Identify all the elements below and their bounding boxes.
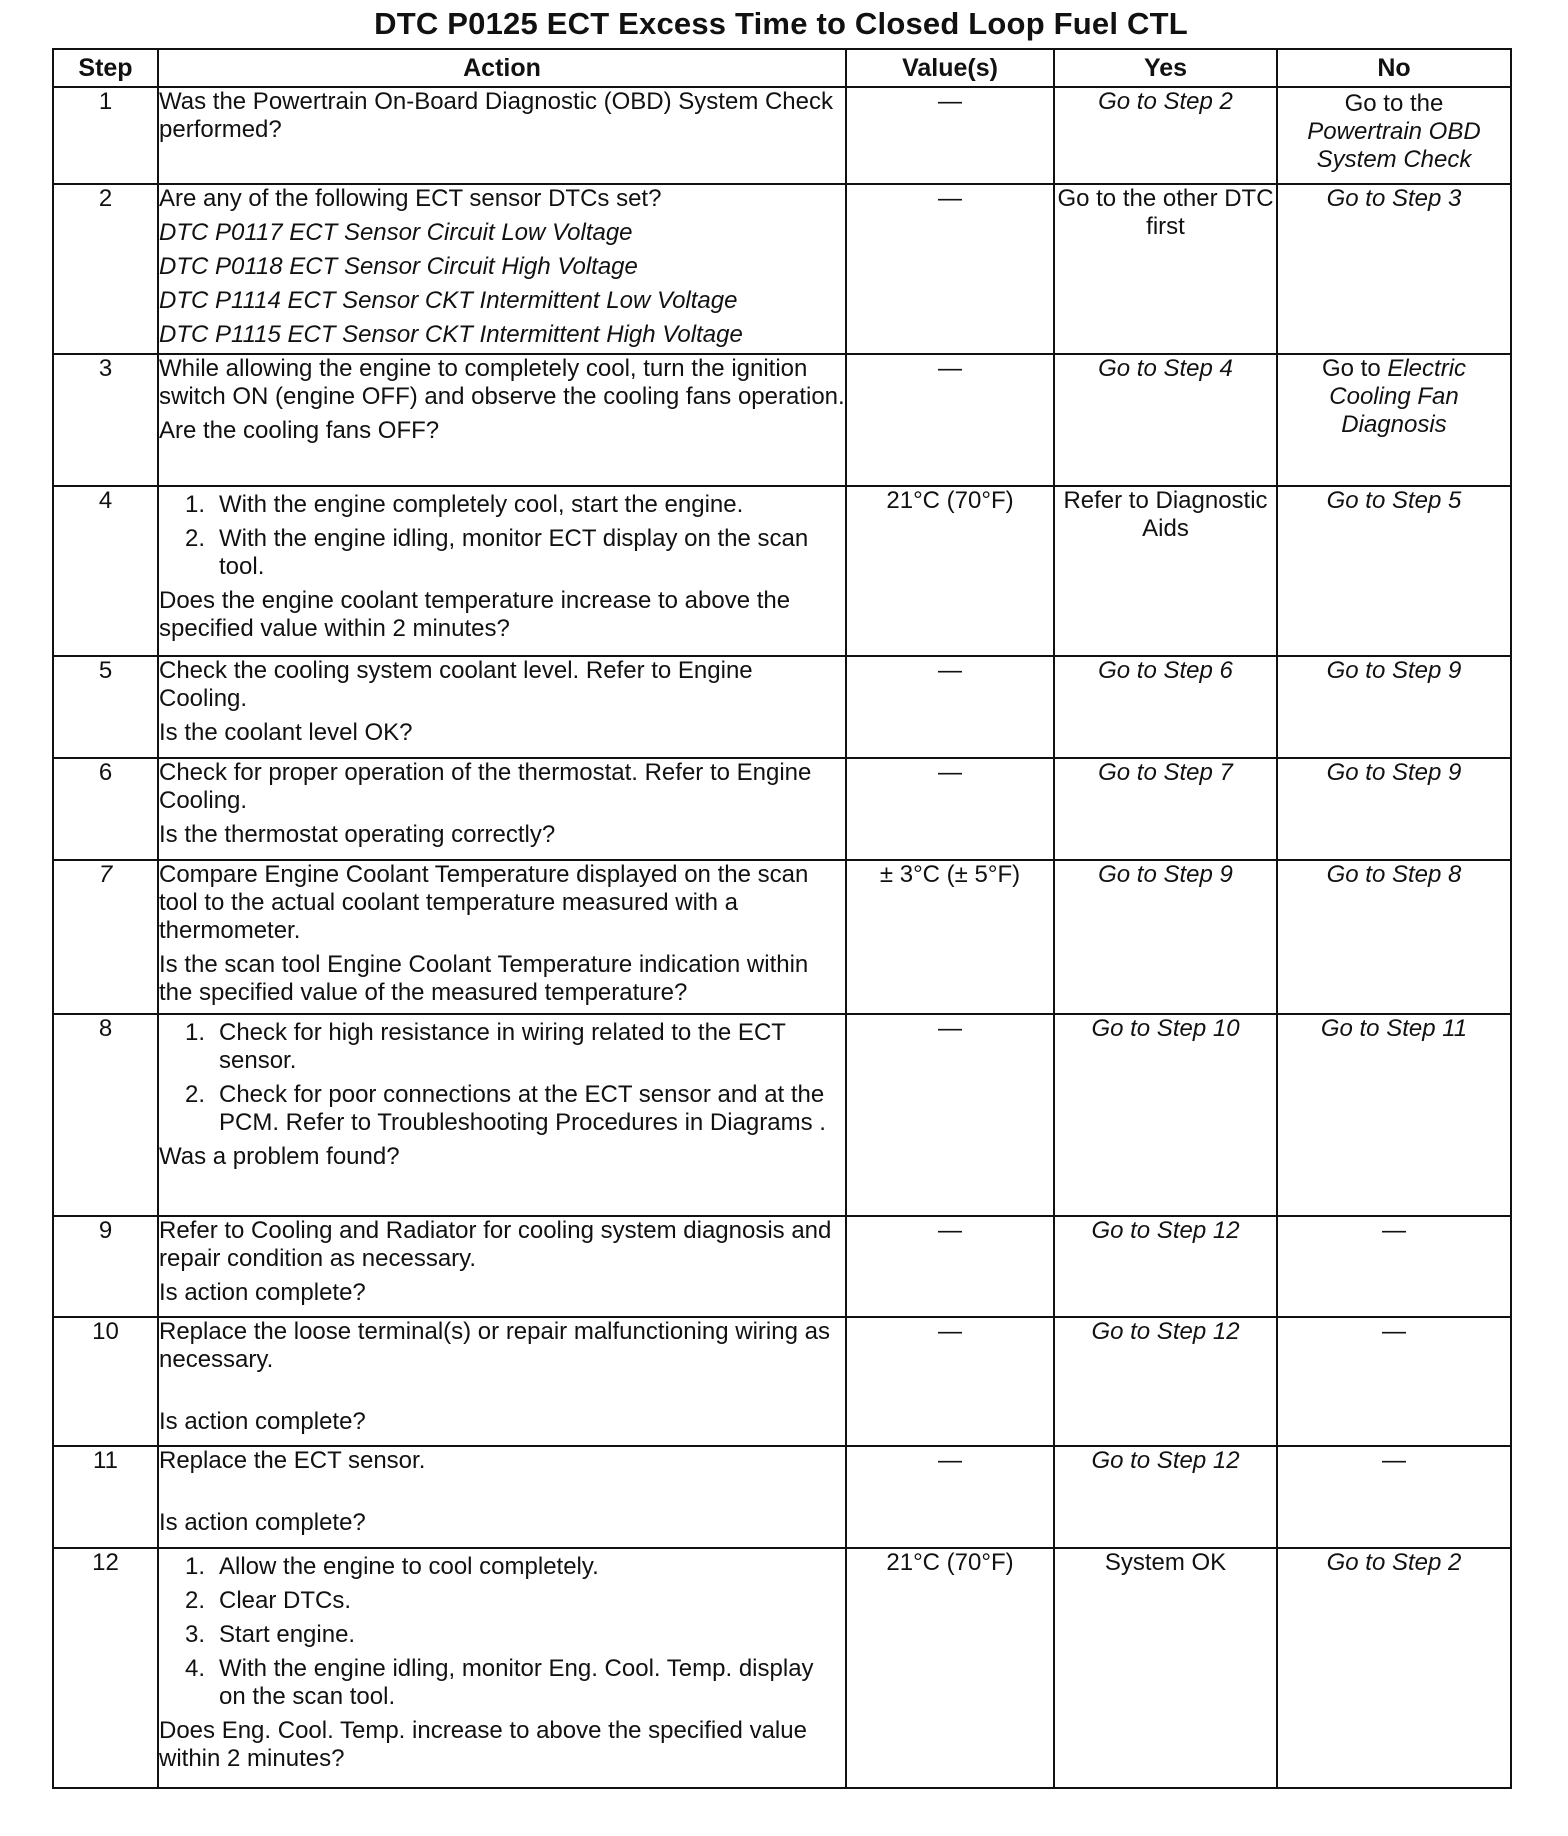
action-cell <box>158 1446 846 1548</box>
action-question: Is action complete? <box>159 1509 366 1536</box>
no-cell: Go to Step 3 <box>1277 184 1511 354</box>
step-number: 6 <box>53 758 158 860</box>
table-row <box>53 1216 1511 1317</box>
value-cell: — <box>846 354 1054 486</box>
step-number: 5 <box>53 656 158 758</box>
table-row <box>53 486 1511 656</box>
step-number: 10 <box>53 1317 158 1446</box>
table-row <box>53 354 1511 486</box>
page-title: DTC P0125 ECT Excess Time to Closed Loop Fuel CTL <box>374 6 1188 41</box>
action-list <box>159 491 845 581</box>
action-question: Is the thermostat operating correctly? <box>159 821 556 848</box>
header-yes: Yes <box>1054 49 1277 87</box>
action-cell <box>158 1216 846 1317</box>
table-row <box>53 184 1511 354</box>
value-cell: — <box>846 1216 1054 1317</box>
no-cell: Go to Step 11 <box>1277 1014 1511 1216</box>
no-cell: — <box>1277 1317 1511 1446</box>
action-cell <box>158 656 846 758</box>
step-number: 9 <box>53 1216 158 1317</box>
header-action: Action <box>158 49 846 87</box>
no-cell: Go to Step 8 <box>1277 860 1511 1014</box>
list-item: 1. Check for high resistance in wiring related to the ECT sensor. <box>185 1019 786 1074</box>
no-cell <box>1277 87 1511 184</box>
header-value: Value(s) <box>846 49 1054 87</box>
action-cell <box>158 184 846 354</box>
dtc-item: DTC P1115 ECT Sensor CKT Intermittent High Voltage <box>159 321 743 348</box>
value-cell: — <box>846 87 1054 184</box>
value-cell: — <box>846 1014 1054 1216</box>
no-cell: — <box>1277 1446 1511 1548</box>
yes-cell: System OK <box>1054 1548 1277 1788</box>
table-row <box>53 860 1511 1014</box>
dtc-item: DTC P1114 ECT Sensor CKT Intermittent Low Voltage <box>159 287 738 314</box>
value-cell: ± 3°C (± 5°F) <box>846 860 1054 1014</box>
yes-cell: Go to Step 10 <box>1054 1014 1277 1216</box>
yes-cell: Go to the other DTC first <box>1054 184 1277 354</box>
table-row <box>53 1014 1511 1216</box>
yes-cell: Go to Step 12 <box>1054 1446 1277 1548</box>
yes-cell: Refer to Diagnostic Aids <box>1054 486 1277 656</box>
step-number: 1 <box>53 87 158 184</box>
yes-cell: Go to Step 7 <box>1054 758 1277 860</box>
table-row <box>53 1548 1511 1788</box>
table-row <box>53 758 1511 860</box>
no-prefix: Go to the <box>1344 90 1444 117</box>
value-cell: 21°C (70°F) <box>846 1548 1054 1788</box>
header-no: No <box>1277 49 1511 87</box>
action-list <box>159 1019 845 1137</box>
action-cell <box>158 860 846 1014</box>
step-number: 7 <box>53 860 158 1014</box>
table-row <box>53 656 1511 758</box>
list-item: 3. Start engine. <box>185 1621 356 1648</box>
action-cell <box>158 1548 846 1788</box>
list-item: 2. Check for poor connections at the ECT sensor and at the PCM. Refer to Troubleshooting Procedures in Diagrams . <box>185 1081 826 1136</box>
action-cell <box>158 1317 846 1446</box>
action-question: Is action complete? <box>159 1279 366 1306</box>
dtc-item: DTC P0118 ECT Sensor Circuit High Voltage <box>159 253 638 280</box>
action-question: Are any of the following ECT sensor DTCs set? <box>159 185 662 212</box>
action-question: Was a problem found? <box>159 1143 400 1170</box>
yes-cell: Go to Step 2 <box>1054 87 1277 184</box>
action-question: Does the engine coolant temperature increase to above the specified value within 2 minutes? <box>159 587 791 642</box>
step-number: 8 <box>53 1014 158 1216</box>
action-cell <box>158 486 846 656</box>
action-question: Are the cooling fans OFF? <box>159 417 440 444</box>
action-text: Replace the ECT sensor. <box>159 1447 426 1474</box>
value-cell: — <box>846 1317 1054 1446</box>
action-text: Check for proper operation of the thermostat. Refer to Engine Cooling. <box>159 759 812 814</box>
action-cell <box>158 87 846 184</box>
step-number: 2 <box>53 184 158 354</box>
no-cell: Go to Step 2 <box>1277 1548 1511 1788</box>
action-text: While allowing the engine to completely cool, turn the ignition switch ON (engine OFF) and observe the cooling fans operation. <box>159 355 845 410</box>
action-text: Refer to Cooling and Radiator for cooling system diagnosis and repair condition as necessary. <box>159 1217 832 1272</box>
action-question: Does Eng. Cool. Temp. increase to above the specified value within 2 minutes? <box>159 1717 807 1772</box>
table-header-row <box>53 49 1511 87</box>
list-item: 2. With the engine idling, monitor ECT display on the scan tool. <box>185 525 809 580</box>
yes-cell: Go to Step 12 <box>1054 1216 1277 1317</box>
action-text: Compare Engine Coolant Temperature displayed on the scan tool to the actual coolant temperature measured with a thermometer. <box>159 861 809 944</box>
yes-cell: Go to Step 4 <box>1054 354 1277 486</box>
table-row <box>53 1317 1511 1446</box>
action-cell <box>158 758 846 860</box>
action-question: Is action complete? <box>159 1408 366 1435</box>
diagnostic-table <box>52 48 1512 1789</box>
list-item: 4. With the engine idling, monitor Eng. Cool. Temp. display on the scan tool. <box>185 1655 814 1710</box>
action-question: Is the coolant level OK? <box>159 719 413 746</box>
action-cell <box>158 354 846 486</box>
table-row <box>53 87 1511 184</box>
action-question: Was the Powertrain On-Board Diagnostic (OBD) System Check performed? <box>159 88 834 143</box>
step-number: 3 <box>53 354 158 486</box>
action-text: Replace the loose terminal(s) or repair malfunctioning wiring as necessary. <box>159 1318 830 1373</box>
header-step: Step <box>53 49 158 87</box>
step-number: 12 <box>53 1548 158 1788</box>
list-item: 1. With the engine completely cool, start the engine. <box>185 491 744 518</box>
dtc-item: DTC P0117 ECT Sensor Circuit Low Voltage <box>159 219 633 246</box>
yes-cell: Go to Step 6 <box>1054 656 1277 758</box>
action-question: Is the scan tool Engine Coolant Temperature indication within the specified value of the measured temperature? <box>159 951 809 1006</box>
yes-cell: Go to Step 12 <box>1054 1317 1277 1446</box>
list-item: 2. Clear DTCs. <box>185 1587 352 1614</box>
no-reference: Electric Cooling Fan Diagnosis <box>1329 355 1467 438</box>
no-prefix: Go to <box>1321 355 1381 382</box>
value-cell: — <box>846 656 1054 758</box>
value-cell: — <box>846 758 1054 860</box>
no-cell: — <box>1277 1216 1511 1317</box>
no-cell: Go to Step 5 <box>1277 486 1511 656</box>
no-cell <box>1277 354 1511 486</box>
no-reference: Powertrain OBD System Check <box>1307 118 1481 173</box>
value-cell: — <box>846 1446 1054 1548</box>
value-cell: 21°C (70°F) <box>846 486 1054 656</box>
value-cell: — <box>846 184 1054 354</box>
action-list <box>159 1553 845 1711</box>
list-item: 1. Allow the engine to cool completely. <box>185 1553 599 1580</box>
step-number: 11 <box>53 1446 158 1548</box>
step-number: 4 <box>53 486 158 656</box>
action-text: Check the cooling system coolant level. Refer to Engine Cooling. <box>159 657 753 712</box>
no-cell: Go to Step 9 <box>1277 656 1511 758</box>
action-cell <box>158 1014 846 1216</box>
no-cell: Go to Step 9 <box>1277 758 1511 860</box>
table-row <box>53 1446 1511 1548</box>
yes-cell: Go to Step 9 <box>1054 860 1277 1014</box>
